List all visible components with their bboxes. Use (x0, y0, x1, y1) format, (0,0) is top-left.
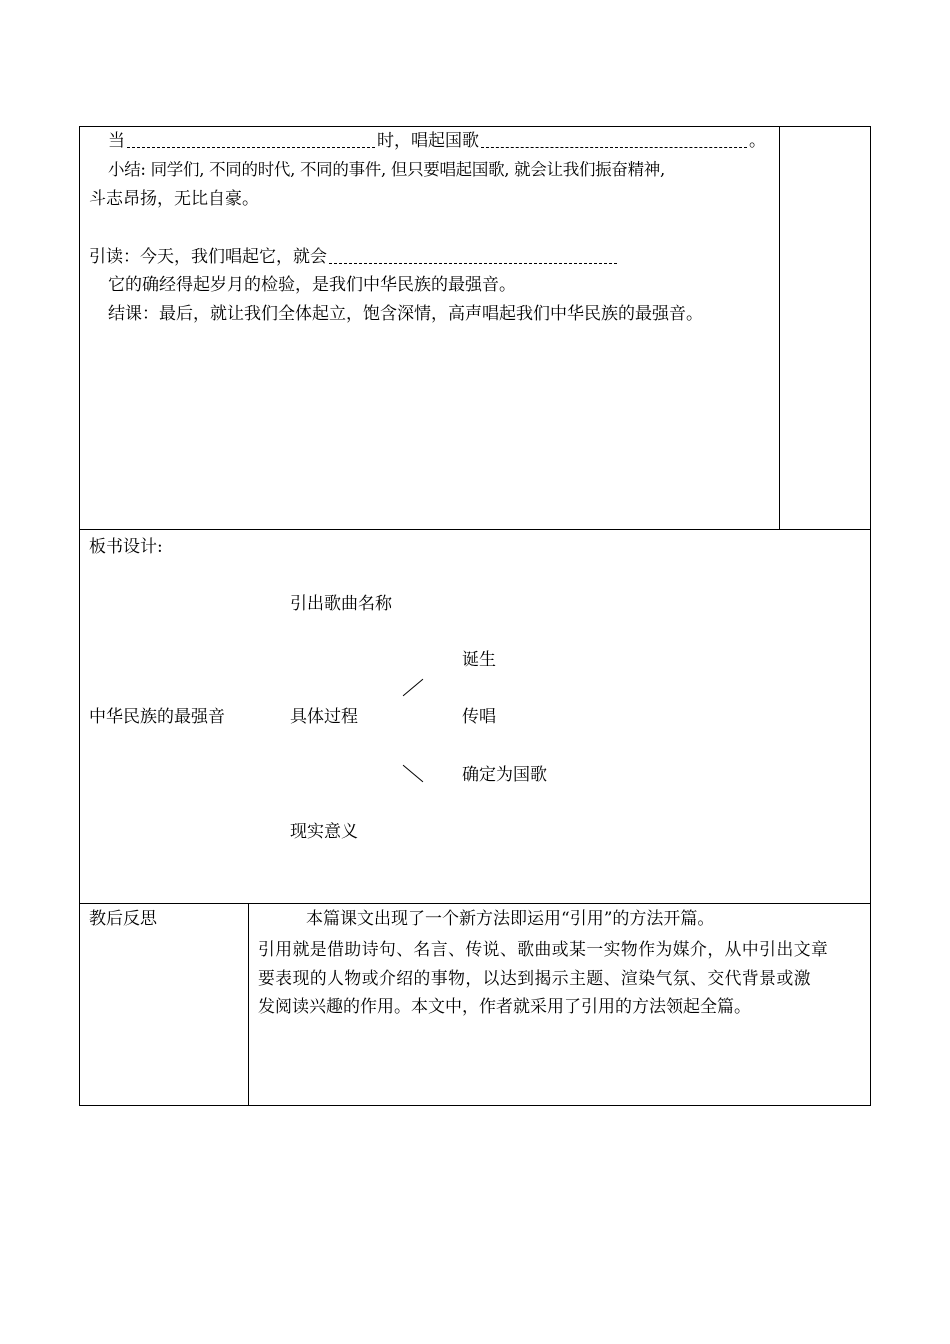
closing-line: 结课：最后，就让我们全体起立，饱含深情，高声唱起我们中华民族的最强音。 (108, 304, 703, 324)
summary-line-2: 斗志昂扬，无比自豪。 (89, 189, 259, 209)
reflection-line-4: 发阅读兴趣的作用。本文中，作者就采用了引用的方法领起全篇。 (258, 997, 751, 1017)
board-branch-3: 现实意义 (290, 822, 358, 842)
fill-in-end: 。 (749, 131, 766, 151)
slash-up (403, 679, 424, 696)
summary-line-1: 小结: 同学们, 不同的时代, 不同的事件, 但只要唱起国歌, 就会让我们振奋精神, (108, 160, 665, 179)
lead-read-line (89, 245, 619, 269)
fill-in-prefix: 当 (108, 131, 125, 151)
indeed-line: 它的确经得起岁月的检验，是我们中华民族的最强音。 (108, 275, 516, 295)
row-divider-2 (79, 903, 871, 904)
board-root: 中华民族的最强音 (89, 707, 225, 727)
table-bottom-border (79, 1105, 871, 1106)
lead-read-text: 引读：今天，我们唱起它，就会 (89, 247, 327, 267)
fill-in-middle: 时，唱起国歌 (377, 131, 479, 151)
board-branch-1: 引出歌曲名称 (290, 594, 392, 614)
board-design-heading: 板书设计: (89, 537, 163, 557)
board-sub-2: 传唱 (462, 707, 496, 727)
top-right-column-divider (779, 126, 780, 530)
blank-1 (127, 135, 375, 148)
board-sub-3: 确定为国歌 (462, 765, 547, 785)
table-top-border (79, 126, 871, 127)
table-right-border (870, 126, 871, 1106)
table-left-border (79, 126, 80, 1106)
blank-2 (481, 135, 747, 148)
board-sub-1: 诞生 (462, 650, 496, 670)
reflection-line-3: 要表现的人物或介绍的事物，以达到揭示主题、渲染气氛、交代背景或激 (258, 968, 812, 988)
blank-3 (329, 251, 617, 264)
reflection-column-divider (248, 903, 249, 1106)
reflection-label: 教后反思 (89, 909, 157, 929)
reflection-line-1: 本篇课文出现了一个新方法即运用“引用”的方法开篇。 (306, 909, 715, 929)
slash-down (403, 765, 424, 782)
reflection-line-2: 引用就是借助诗句、名言、传说、歌曲或某一实物作为媒介，从中引出文章 (258, 939, 829, 959)
row-divider-1 (79, 529, 871, 530)
board-branch-2: 具体过程 (290, 707, 358, 727)
fill-in-line (108, 129, 766, 153)
